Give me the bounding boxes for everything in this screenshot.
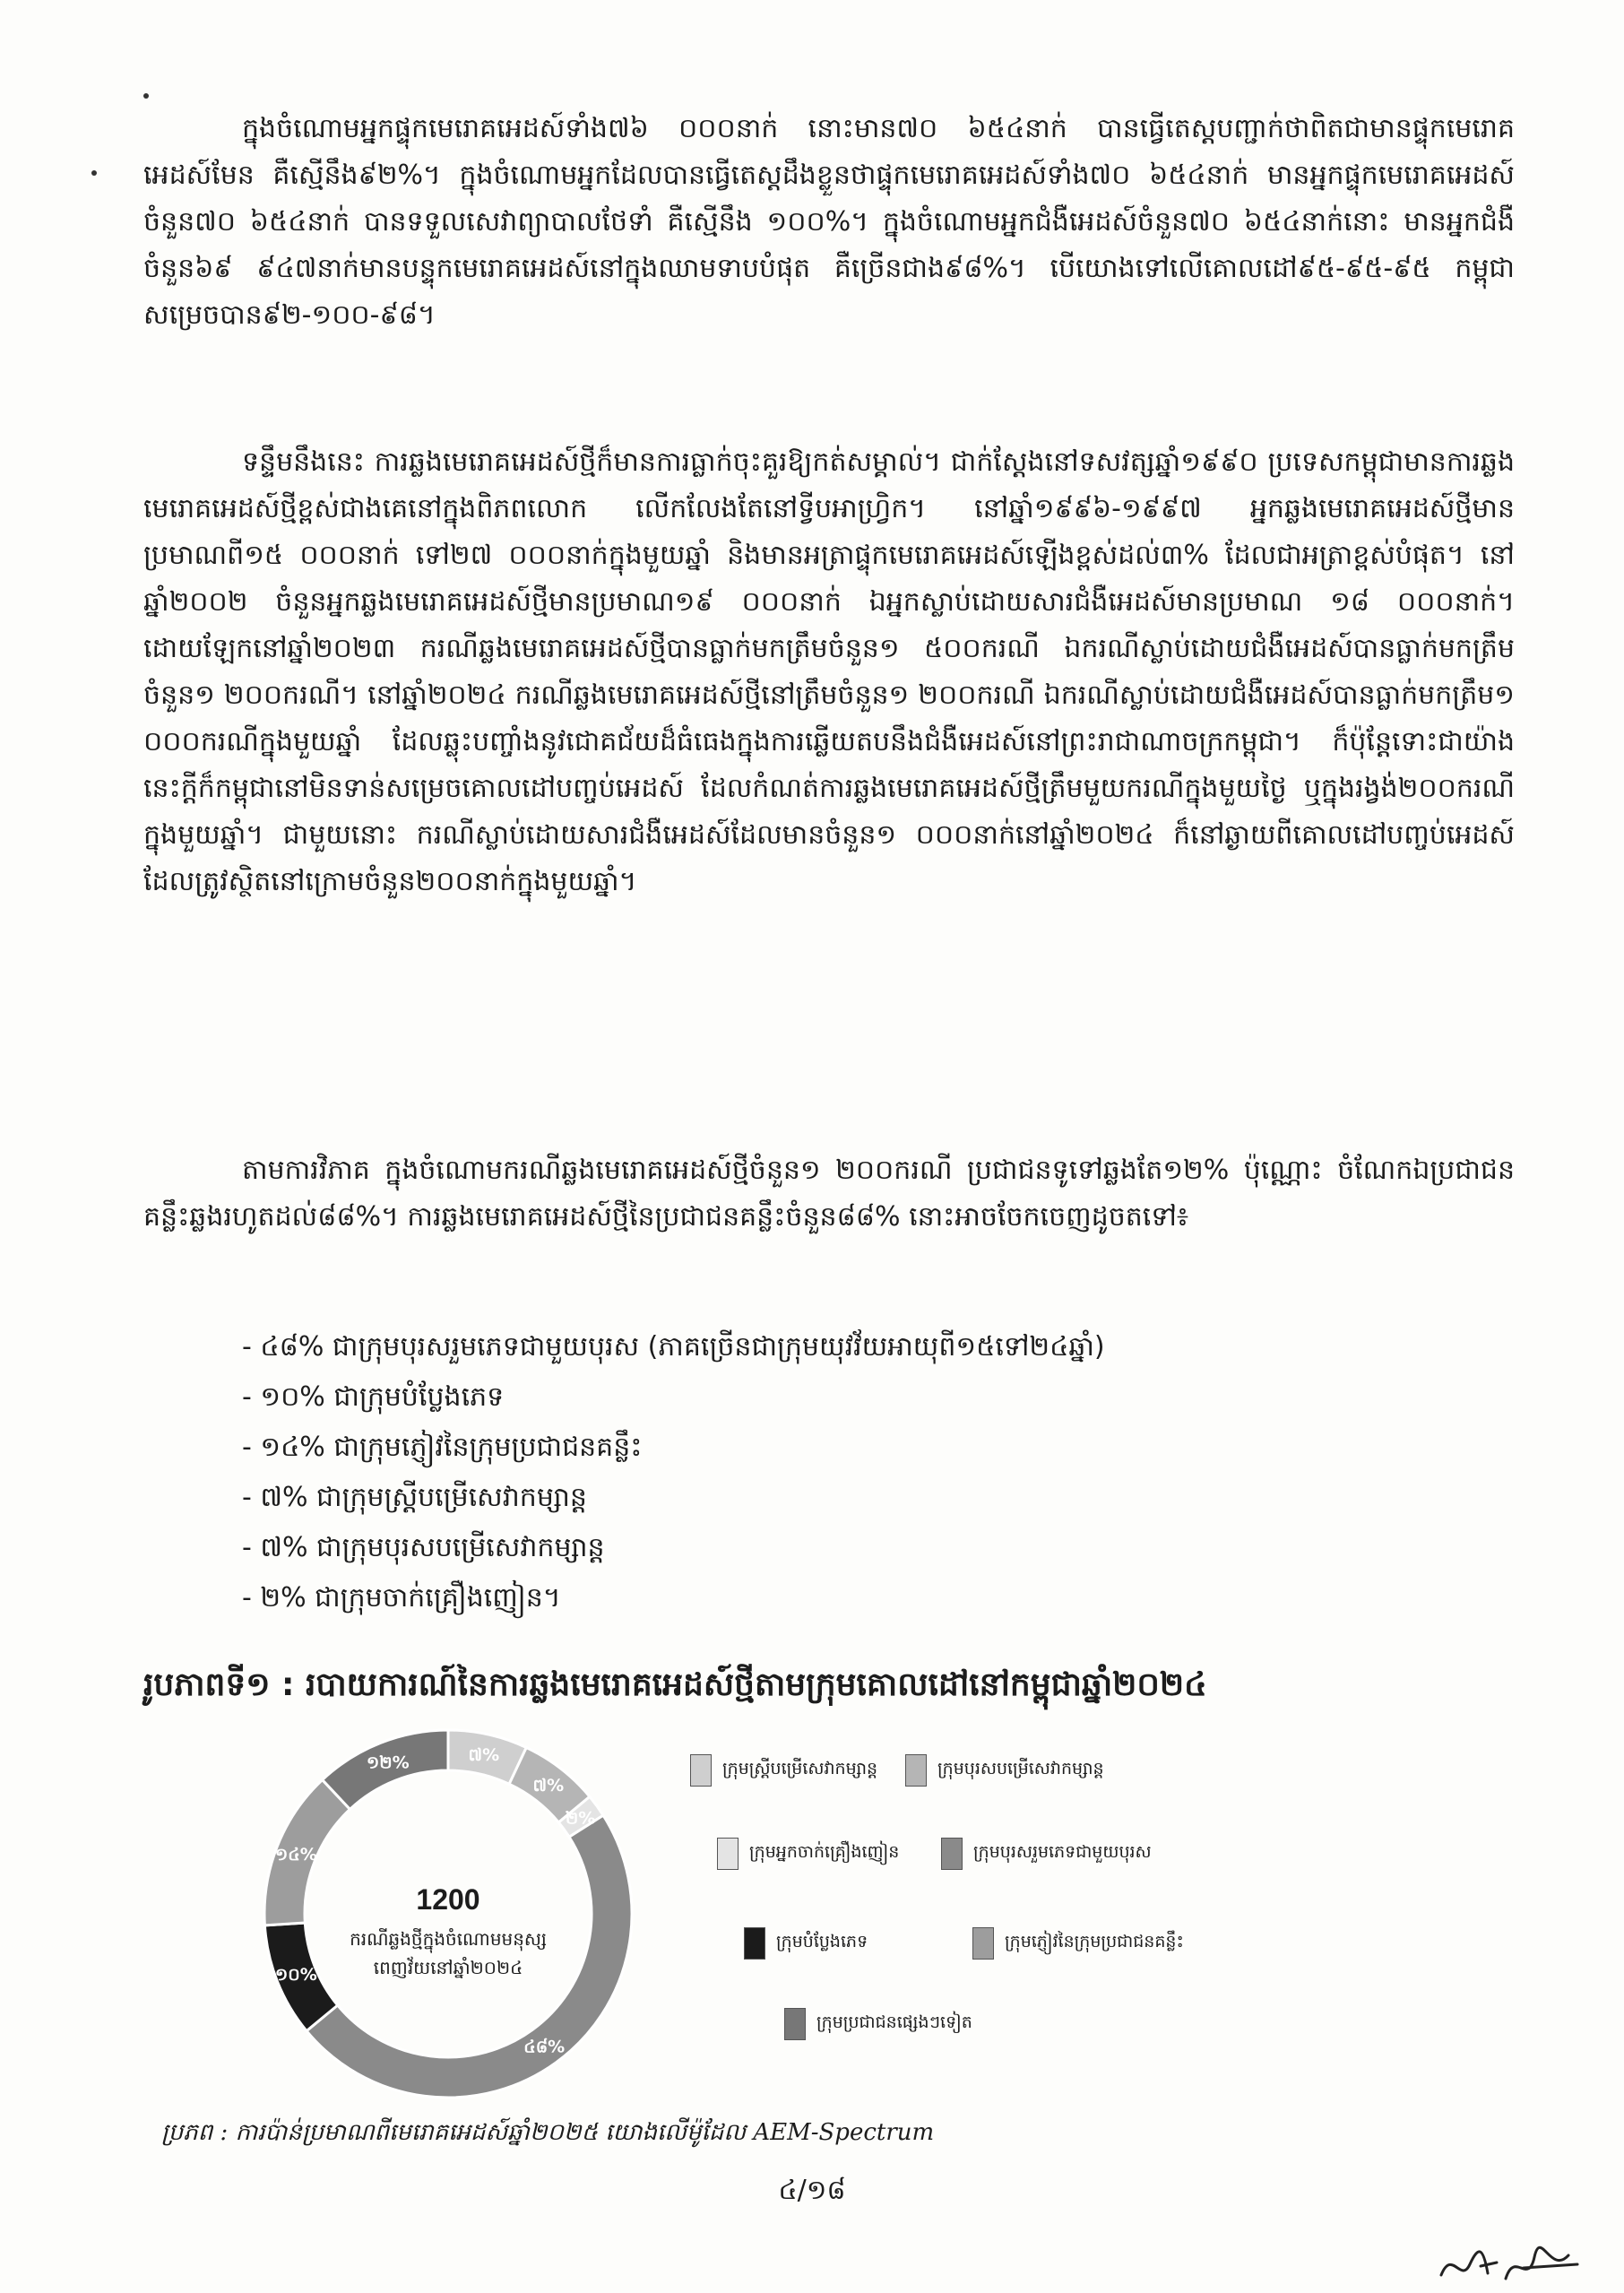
legend-label: ក្រុមអ្នកចាក់គ្រឿងញៀន [749, 1842, 900, 1862]
scan-speck [143, 93, 149, 99]
slice-label-3: ៤៨% [523, 2037, 566, 2057]
legend-swatch [905, 1754, 927, 1787]
legend-label: ក្រុមស្ត្រីបម្រើសេវាកម្សាន្ត [722, 1759, 878, 1778]
legend-swatch [717, 1838, 739, 1870]
legend-item-transgender [744, 1927, 868, 1960]
paragraph-new-infections: ទន្ទឹមនឹងនេះ ការឆ្លងមេរោគអេដស៍ថ្មីក៏មានការធ្លាក់ចុះគួរឱ្យកត់សម្គាល់។ ជាក់ស្តែងនៅទសវត្សឆ្នាំ១៩៩០ ប្រទេសកម្ពុជាមានការឆ្លងមេរោគអេដស៍ថ្មីខ្ពស់ជាងគេនៅក្នុងពិភពលោក លើកលែងតែនៅទ្វីបអាហ្វ្រិក។ នៅឆ្នាំ១៩៩៦-១៩៩៧ អ្នកឆ្លងមេរោគអេដស៍ថ្មីមានប្រមាណពី១៥ ០០០នាក់ ទៅ២៧ ០០០នាក់ក្នុងមួយឆ្នាំ និងមានអត្រាផ្ទុកមេរោគអេដស៍ឡើងខ្ពស់ដល់៣% ដែលជាអត្រាខ្ពស់បំផុត។ នៅឆ្នាំ២០០២ ចំនួនអ្នកឆ្លងមេរោគអេដស៍ថ្មីមានប្រមាណ១៩ ០០០នាក់ ឯអ្នកស្លាប់ដោយសារជំងឺអេដស៍មានប្រមាណ ១៨ ០០០នាក់។ ដោយឡែកនៅឆ្នាំ២០២៣ ករណីឆ្លងមេរោគអេដស៍ថ្មីបានធ្លាក់មកត្រឹមចំនួន១ ៥០០ករណី ឯករណីស្លាប់ដោយជំងឺអេដស៍បានធ្លាក់មកត្រឹមចំនួន១ ២០០ករណី។ នៅឆ្នាំ២០២៤ ករណីឆ្លងមេរោគអេដស៍ថ្មីនៅត្រឹមចំនួន១ ២០០ករណី ឯករណីស្លាប់ដោយជំងឺអេដស៍បានធ្លាក់មកត្រឹម១ ០០០ករណីក្នុងមួយឆ្នាំ ដែលឆ្លុះបញ្ចាំងនូវជោគជ័យដ៏ធំធេងក្នុងការឆ្លើយតបនឹងជំងឺអេដស៍នៅព្រះរាជាណាចក្រកម្ពុជា។ ក៏ប៉ុន្តែទោះជាយ៉ាងនេះក្តីក៏កម្ពុជានៅមិនទាន់សម្រេចគោលដៅបញ្ចប់អេដស៍ ដែលកំណត់ការឆ្លងមេរោគអេដស៍ថ្មីត្រឹមមួយករណីក្នុងមួយថ្ងៃ ឬក្នុងរង្វង់២០០ករណីក្នុងមួយឆ្នាំ។ ជាមួយនោះ ករណីស្លាប់ដោយសារជំងឺអេដស៍ដែលមានចំនួន១ ០០០នាក់នៅឆ្នាំ២០២៤ ក៏នៅឆ្ងាយពីគោលដៅបញ្ចប់អេដស៍ដែលត្រូវស្ថិតនៅក្រោមចំនួន២០០នាក់ក្នុងមួយឆ្នាំ។ [143, 446, 1515, 897]
slice-label-1: ៧% [532, 1775, 565, 1795]
figure-title: រូបភាពទី១ : របាយការណ៍នៃការឆ្លងមេរោគអេដស៍ថ្មីតាមក្រុមគោលដៅនៅកម្ពុជាឆ្នាំ២០២៤ [143, 1666, 1207, 1703]
slice-label-4: ១០% [274, 1965, 317, 1986]
legend-item-clients-of-key-populations [972, 1927, 1184, 1960]
slice-label-5: ១៤% [274, 1844, 317, 1865]
list-item: - ៧% ជាក្រុមស្ត្រីបម្រើសេវាកម្សាន្ត [242, 1482, 587, 1513]
list-item: - ១៤% ជាក្រុមភ្ញៀវនៃក្រុមប្រជាជនគន្លឹះ [242, 1432, 643, 1463]
scan-speck [91, 170, 97, 176]
source-note: ប្រភព : ការប៉ាន់ប្រមាណពីមេរោគអេដស៍ឆ្នាំ២០២៥ យោងលើម៉ូដែល AEM-Spectrum [161, 2119, 935, 2146]
slice-label-2: ២% [565, 1808, 596, 1829]
list-item: - ៧% ជាក្រុមបុរសបម្រើសេវាកម្សាន្ត [242, 1532, 605, 1563]
legend-swatch [941, 1838, 963, 1870]
legend-item-msm [941, 1838, 1152, 1870]
slice-label-6: ១២% [366, 1752, 410, 1773]
paragraph-testing-treatment: ក្នុងចំណោមអ្នកផ្ទុកមេរោគអេដស៍ទាំង៧៦ ០០០នាក់ នោះមាន៧០ ៦៥៤នាក់ បានធ្វើតេស្តបញ្ជាក់ថាពិតជាមានផ្ទុកមេរោគអេដស៍មែន គឺស្មើនឹង៩២%។ ក្នុងចំណោមអ្នកដែលបានធ្វើតេស្តដឹងខ្លួនថាផ្ទុកមេរោគអេដស៍ទាំង៧០ ៦៥៤នាក់ មានអ្នកផ្ទុកមេរោគអេដស៍ចំនួន៧០ ៦៥៤នាក់ បានទទួលសេវាព្យាបាលថែទាំ គឺស្មើនឹង ១០០%។ ក្នុងចំណោមអ្នកជំងឺអេដស៍ចំនួន៧០ ៦៥៤នាក់នោះ មានអ្នកជំងឺចំនួន៦៩ ៩៤៧នាក់មានបន្ទុកមេរោគអេដស៍នៅក្នុងឈាមទាបបំផុត គឺច្រើនជាង៩៨%។ បើយោងទៅលើគោលដៅ៩៥-៩៥-៩៥ កម្ពុជាសម្រេចបាន៩២-១០០-៩៨។ [143, 113, 1515, 331]
legend-swatch [972, 1927, 994, 1960]
legend-item-female-entertainment-workers [690, 1754, 877, 1787]
legend-label: ក្រុមបំប្លែងភេទ [776, 1932, 868, 1951]
legend-label: ក្រុមបុរសរួមភេទជាមួយបុរស [973, 1842, 1152, 1862]
list-item: - ៤៨% ជាក្រុមបុរសរួមភេទជាមួយបុរស (ភាគច្រើនជាក្រុមយុវវ័យអាយុពី១៥ទៅ២៤ឆ្នាំ) [242, 1331, 1105, 1363]
page-number: ៤/១៨ [778, 2175, 846, 2206]
key-population-list [242, 1322, 1105, 1623]
center-caption-line-2: ពេញវ័យនៅឆ្នាំ២០២៤ [373, 1957, 523, 1978]
legend-label: ក្រុមបុរសបម្រើសេវាកម្សាន្ត [937, 1759, 1104, 1778]
center-value: 1200 [416, 1883, 480, 1916]
legend-item-male-entertainment-workers [905, 1754, 1104, 1787]
legend-swatch [690, 1754, 712, 1787]
slice-label-0: ៧% [468, 1744, 500, 1765]
paragraph-key-populations: តាមការវិភាគ ក្នុងចំណោមករណីឆ្លងមេរោគអេដស៍ថ្មីចំនួន១ ២០០ករណី ប្រជាជនទូទៅឆ្លងតែ១២% ប៉ុណ្ណោះ ចំណែកឯប្រជាជនគន្លឹះឆ្លងរហូតដល់៨៨%។ ការឆ្លងមេរោគអេដស៍ថ្មីនៃប្រជាជនគន្លឹះចំនួន៨៨% នោះអាចចែកចេញដូចតទៅ៖ [143, 1155, 1515, 1233]
legend-swatch [784, 2008, 806, 2040]
legend-item-people-who-inject-drugs [717, 1838, 899, 1870]
legend-swatch [744, 1927, 765, 1960]
legend-label: ក្រុមភ្ញៀវនៃក្រុមប្រជាជនគន្លឹះ [1005, 1932, 1184, 1951]
signature [1434, 2239, 1586, 2293]
list-item: - ២% ជាក្រុមចាក់គ្រឿងញៀន។ [242, 1582, 561, 1614]
center-caption-line-1: ករណីឆ្លងថ្មីក្នុងចំណោមមនុស្ស [350, 1928, 547, 1950]
legend-item-other-populations [784, 2008, 972, 2040]
legend-label: ក្រុមប្រជាជនផ្សេងៗទៀត [816, 2012, 972, 2032]
list-item: - ១០% ជាក្រុមបំប្លែងភេទ [242, 1381, 505, 1413]
